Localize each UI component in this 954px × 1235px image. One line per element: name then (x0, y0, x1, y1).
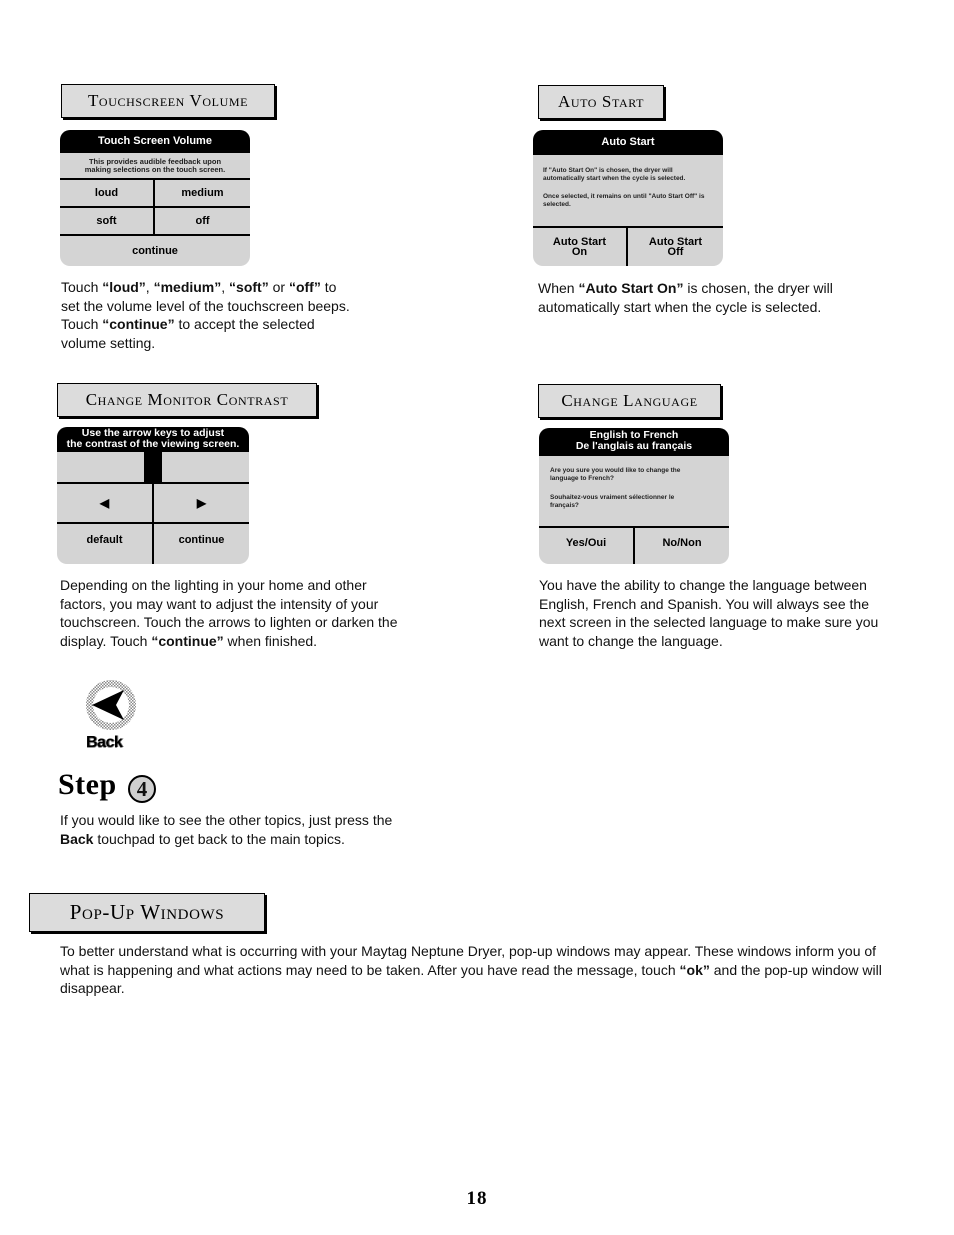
step-number-badge: 4 (128, 775, 156, 803)
auto-start-description: When “Auto Start On” is chosen, the dryer will automatically start when the cycle is selected. (538, 280, 833, 315)
back-touchpad[interactable] (84, 676, 140, 756)
step4-description: If you would like to see the other topics, just press the Back touchpad to get back to the main topics. (60, 812, 393, 847)
step-label: Step (58, 768, 117, 801)
yes-oui-button[interactable]: Yes/Oui (565, 537, 607, 549)
auto-start-heading: Auto Start (538, 85, 664, 119)
contrast-left-arrow-button[interactable]: ◀ (99, 496, 110, 510)
screen-title-bar: Touch Screen Volume (60, 130, 250, 153)
touch-screen-volume-screen (60, 130, 250, 266)
auto-start-off-button[interactable]: Auto Start Off (648, 236, 703, 258)
screen-message: This provides audible feedback upon making selections on the touch screen. (84, 157, 226, 174)
screen-message-2: Souhaitez-vous vraiment sélectionner le français? (550, 494, 675, 509)
change-language-description: You have the ability to change the language between English, French and Spanish. You will always see the next screen in the selected language to make sure you want to change the language. (539, 577, 879, 650)
screen-title-bar: Use the arrow keys to adjust the contrast of the viewing screen. (57, 427, 249, 452)
change-monitor-contrast-heading: Change Monitor Contrast (57, 383, 317, 417)
change-language-screen (539, 428, 729, 564)
auto-start-on-button[interactable]: Auto Start On (552, 236, 607, 258)
back-label: Back (86, 734, 123, 751)
contrast-description: Depending on the lighting in your home and other factors, you may want to adjust the intensity of your touchscreen. Touch the arrows to lighten or darken the display. Touch “continue” when finished. (60, 577, 398, 650)
screen-title-bar: Auto Start (533, 130, 723, 155)
continue-button[interactable]: continue (132, 245, 178, 257)
touchscreen-volume-description: Touch “loud”, “medium”, “soft” or “off” to set the volume level of the touchscreen beeps. Touch “continue” to accept the selected volume setting. (61, 279, 350, 352)
auto-start-screen (533, 130, 723, 266)
page-number: 18 (466, 1188, 488, 1209)
contrast-screen (57, 427, 249, 564)
change-language-heading: Change Language (538, 384, 721, 418)
no-non-button[interactable]: No/Non (662, 537, 702, 549)
soft-button[interactable]: soft (96, 215, 117, 227)
pop-up-windows-description: To better understand what is occurring with your Maytag Neptune Dryer, pop-up windows may appear. These windows inform you of what is happening and what actions may need to be taken. After you have read the message, touch “ok” and the pop-up window will disappear. (60, 943, 882, 997)
screen-message-1: Are you sure you would like to change the language to French? (550, 467, 681, 482)
continue-button[interactable]: continue (178, 534, 225, 546)
touchscreen-volume-heading: Touchscreen Volume (61, 84, 275, 118)
default-button[interactable]: default (86, 534, 123, 546)
contrast-right-arrow-button[interactable]: ▶ (196, 496, 207, 510)
off-button[interactable]: off (195, 215, 210, 227)
screen-message-2: Once selected, it remains on until "Auto Start Off" is selected. (543, 193, 705, 208)
back-arrow-icon (84, 676, 140, 734)
screen-title-bar: English to French De l'anglais au français (539, 428, 729, 456)
screen-message-1: If "Auto Start On" is chosen, the dryer will automatically start when the cycle is selected. (543, 167, 686, 182)
loud-button[interactable]: loud (94, 187, 119, 199)
medium-button[interactable]: medium (181, 187, 224, 199)
pop-up-windows-heading: Pop-Up Windows (29, 893, 265, 932)
contrast-level-indicator (144, 452, 162, 482)
